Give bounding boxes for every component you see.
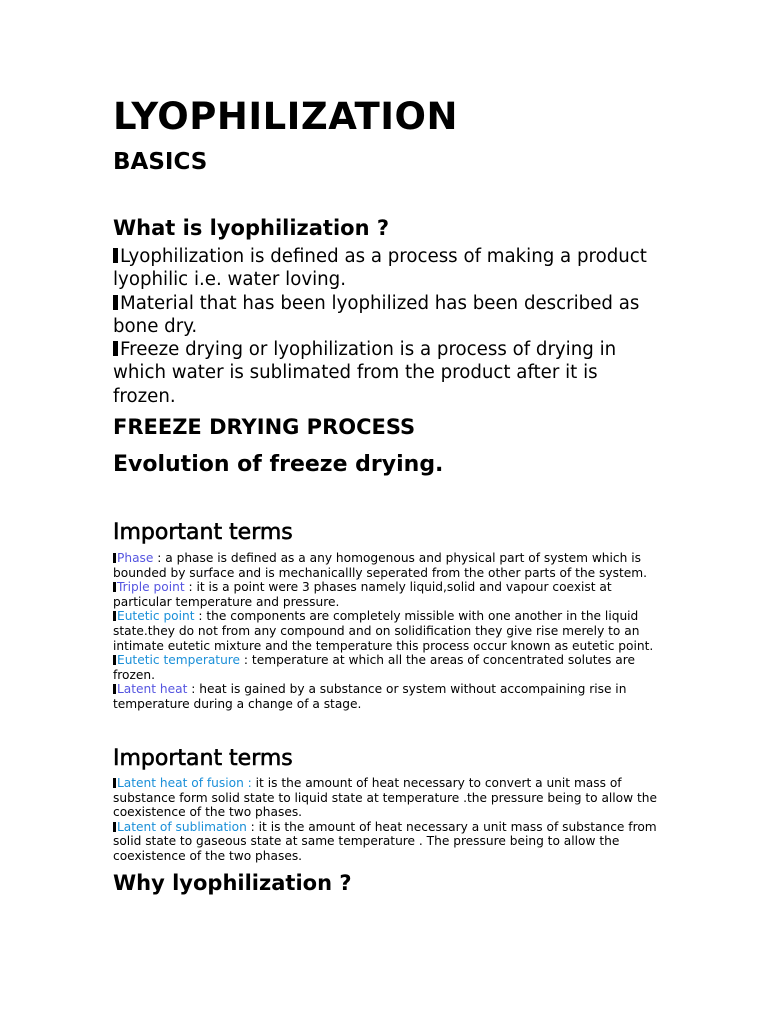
section-heading-why-lyophilization: Why lyophilization ? — [113, 871, 352, 895]
definition-list — [113, 245, 658, 408]
bullet-icon — [113, 248, 118, 263]
list-item: Latent heat : heat is gained by a substance or system without accompaining rise in temperature during a change of a stage. — [113, 682, 627, 711]
section-heading-freeze-drying: FREEZE DRYING PROCESS — [113, 415, 416, 439]
list-item: Triple point : it is a point were 3 phases namely liquid,solid and vapour coexist at particular temperature and pressure. — [113, 580, 612, 609]
section-heading-important-terms-1: Important terms — [113, 520, 293, 545]
terms-list-2 — [113, 776, 661, 864]
document-title: LYOPHILIZATION — [113, 95, 458, 138]
terms-list-1 — [113, 551, 661, 712]
bullet-icon — [113, 822, 116, 832]
bullet-icon — [113, 611, 116, 621]
bullet-icon — [113, 684, 116, 694]
section-subheading-evolution: Evolution of freeze drying. — [113, 452, 444, 477]
list-item: Phase : a phase is defined as a any homogenous and physical part of system which is bounded by surface and is mechanicallly seperated from the other parts of the system. — [113, 551, 647, 580]
document-subtitle: BASICS — [113, 149, 208, 175]
list-item: Lyophilization is defined as a process of making a product lyophilic i.e. water loving. — [113, 246, 647, 291]
bullet-icon — [113, 341, 118, 356]
section-heading-what-is: What is lyophilization ? — [113, 216, 390, 240]
bullet-icon — [113, 295, 118, 310]
list-item: Material that has been lyophilized has been described as bone dry. — [113, 292, 640, 337]
list-item: Freeze drying or lyophilization is a process of drying in which water is sublimated from the product after it is frozen. — [113, 339, 617, 407]
section-heading-important-terms-2: Important terms — [113, 746, 293, 771]
bullet-icon — [113, 778, 116, 788]
list-item: Eutetic point : the components are completely missible with one another in the liquid state.they do not from any compound and on solidification they give rise merely to an intimate eutetic mixture and the temperature this process occur known as eutetic point. — [113, 609, 654, 653]
bullet-icon — [113, 655, 116, 665]
list-item: Latent of sublimation : it is the amount of heat necessary a unit mass of substance from solid state to gaseous state at same temperature . The pressure being to allow the coexistence of the two phases. — [113, 819, 657, 863]
bullet-icon — [113, 553, 116, 563]
list-item: Eutetic temperature : temperature at which all the areas of concentrated solutes are frozen. — [113, 653, 635, 682]
bullet-icon — [113, 582, 116, 592]
list-item: Latent heat of fusion : it is the amount of heat necessary to convert a unit mass of substance form solid state to liquid state at temperature .the pressure being to allow the coexistence of the two phases. — [113, 776, 657, 820]
